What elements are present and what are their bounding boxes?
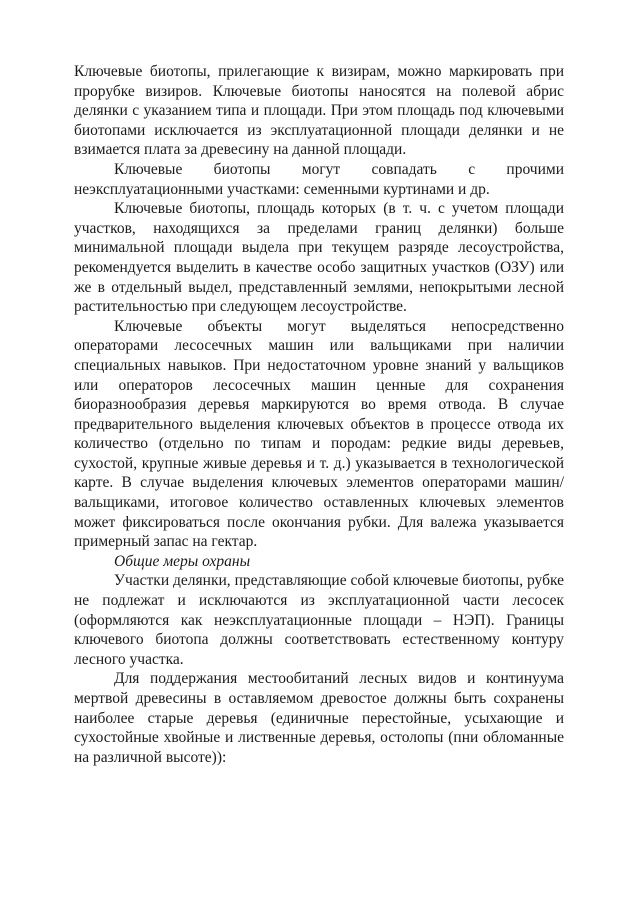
- paragraph-key-objects-selection: Ключевые объекты могут выделяться непосредственно операторами лесосечных машин или вальщиками при наличии специальных навыков. При недостаточном уровне знаний у вальщиков или операторов лесосечных машин ценные для сохранения биоразнообразия деревья маркируются во время отвода. В случае предварительного выделения ключевых объектов в процессе отвода их количество (отдельно по типам и породам: редкие виды деревьев, сухостой, крупные живые деревья и т. д.) указывается в технологической карте. В случае выделения ключевых элементов операторами машин/вальщиками, итоговое количество оставленных ключевых элементов может фиксироваться после окончания рубки. Для валежа указывается примерный запас на гектар.: [74, 317, 564, 551]
- paragraph-key-biotopes-area: Ключевые биотопы, площадь которых (в т. ч. с учетом площади участков, находящихся за пределами границ делянки) больше минимальной площади выдела при текущем разряде лесоустройства, рекомендуется выделить в качестве особо защитных участков (ОЗУ) или же в отдельный выдел, представленный землями, непокрытыми лесной растительностью при следующем лесоустройстве.: [74, 200, 564, 316]
- paragraph-habitat-preservation: Для поддержания местообитаний лесных видов и континуума мертвой древесины в оставляемом древостое должны быть сохранены наиболее старые деревья (единичные перестойные, усыхающие и сухостойные хвойные и лиственные деревья, остолопы (пни обломанные на различной высоте)):: [74, 670, 564, 766]
- document-body: [74, 62, 564, 767]
- paragraph-plots-not-cut: Участки делянки, представляющие собой ключевые биотопы, рубке не подлежат и исключаются из эксплуатационной части лесосек (оформляются как неэксплуатационные площади – НЭП). Границы ключевого биотопа должны соответствовать естественному контуру лесного участка.: [74, 572, 564, 668]
- paragraph-key-biotopes-marking: Ключевые биотопы, прилегающие к визирам, можно маркировать при прорубке визиров. Ключевые биотопы наносятся на полевой абрис делянки с указанием типа и площади. При этом площадь под ключевыми биотопами исключается из эксплуатационной площади делянки и не взимается плата за древесину на данной площади.: [74, 63, 564, 159]
- paragraph-key-biotopes-overlap: Ключевые биотопы могут совпадать с прочими неэксплуатационными участками: семенными куртинами и др.: [74, 160, 564, 198]
- section-heading: Общие меры охраны: [114, 552, 251, 570]
